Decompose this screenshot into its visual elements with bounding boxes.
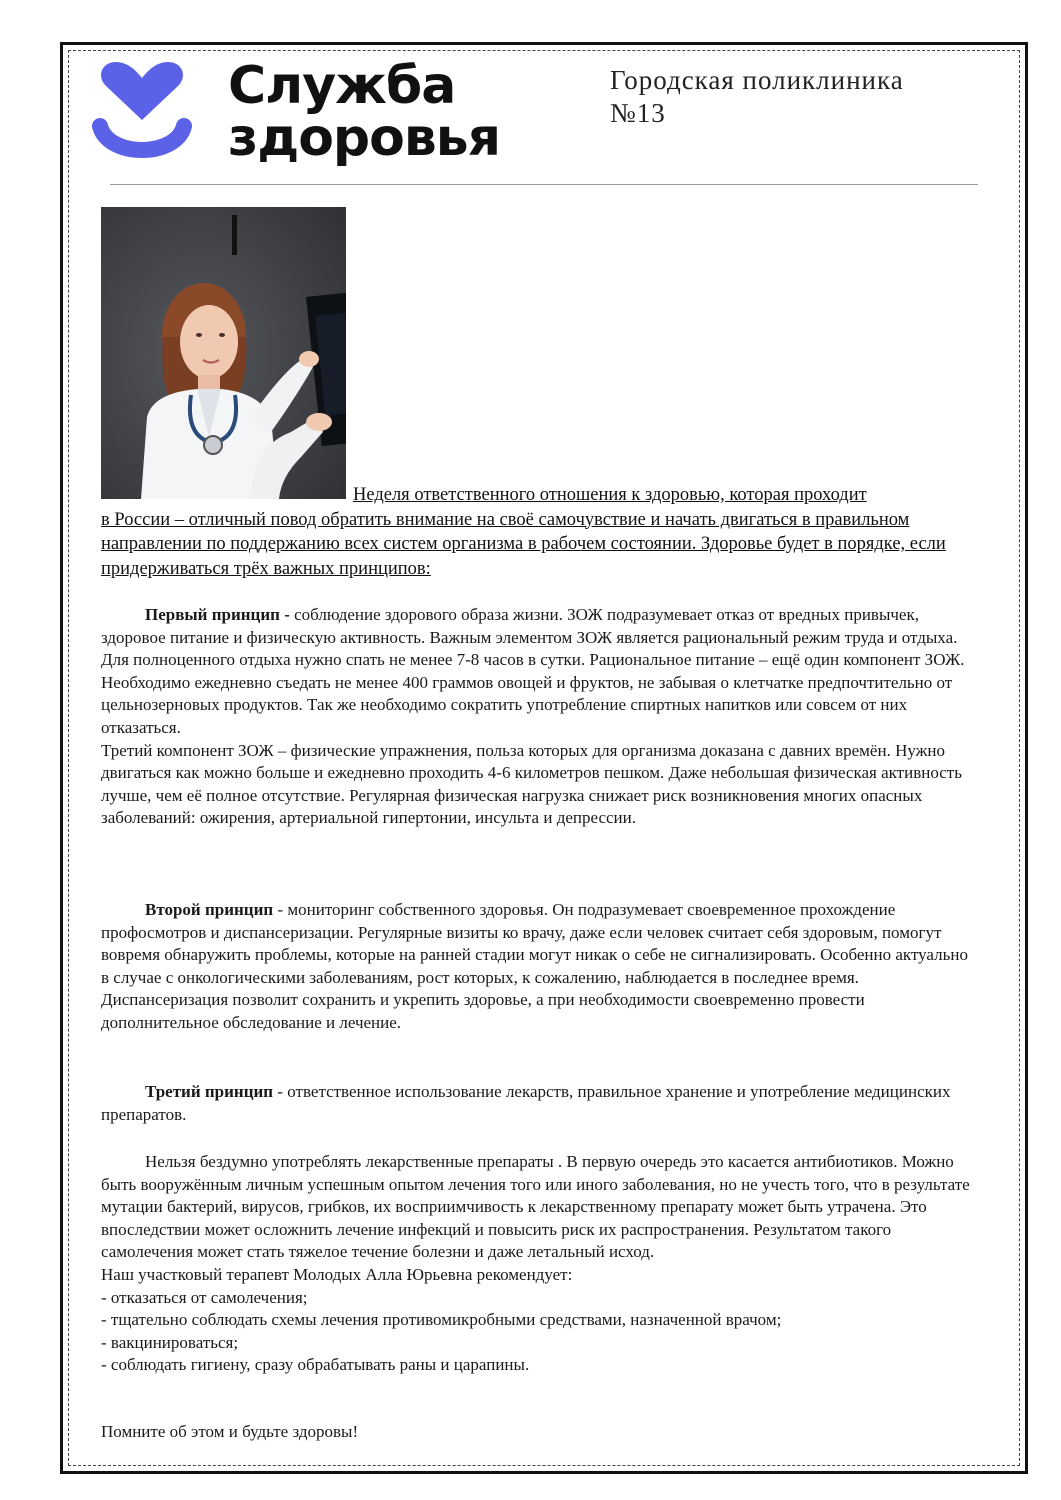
principle-3-section (101, 1081, 971, 1126)
list-item: - тщательно соблюдать схемы лечения противомикробными средствами, назначенной врачом; (101, 1310, 782, 1330)
brand-line-2: здоровья (228, 108, 501, 168)
principle-3-title: Третий принцип (145, 1082, 274, 1101)
principle-1-title: Первый принцип - (145, 605, 290, 624)
principle-3-paragraph (101, 1081, 971, 1126)
principle-2-paragraph (101, 899, 971, 1035)
intro-paragraph (101, 483, 971, 581)
intro-line-1: Неделя ответственного отношения к здоровью, которая проходит (353, 485, 867, 505)
principle-3-text: - ответственное использование лекарств, правильное хранение и употребление медицинских препаратов. (101, 1082, 951, 1124)
principle-2-text: - мониторинг собственного здоровья. Он подразумевает своевременное прохождение профосмотров и диспансеризации. Регулярные визиты ко врачу, даже если человек считает себя здоровым, помогут вовремя обнаружить проблемы, которые на ранней стадии могут никак о себе не сигнализировать. Особенно актуально в случае с онкологическими заболеваниям, рост которых, к сожалению, наблюдается в последнее время. Диспансеризация позволит сохранить и укрепить здоровье, а при необходимости своевременно провести дополнительное обследование и лечение. (101, 900, 968, 1032)
doctor-photo (101, 207, 346, 499)
clinic-name (610, 64, 904, 130)
closing-line: Помните об этом и будьте здоровы! (101, 1422, 359, 1441)
recommendations-list (101, 1287, 971, 1377)
principle-1-section (101, 604, 971, 830)
list-item: - соблюдать гигиену, сразу обрабатывать раны и царапины. (101, 1355, 530, 1375)
clinic-line-2: №13 (610, 98, 666, 128)
brand-line-1: Служба (228, 56, 456, 116)
principle-1-text: соблюдение здорового образа жизни. ЗОЖ подразумевает отказ от вредных привычек, здоровое питание и физическую активность. Важным элементом ЗОЖ является рациональный режим труда и отдыха. Для полноценного отдыха нужно спать не менее 7-8 часов в сутки. Рациональное питание – ещё один компонент ЗОЖ. Необходимо ежедневно съедать не менее 400 граммов овощей и фруктов, не забывая о клетчатке предпочтительно от цельнозерновых продуктов. Так же необходимо сократить употребление спиртных напитков или совсем от них отказаться. (101, 605, 965, 737)
doctor-photo-illustration (101, 207, 346, 499)
advice-paragraph: Нельзя бездумно употреблять лекарственные препараты . В первую очередь это касается антибиотиков. Можно быть вооружённым личным успешным опытом лечения того или иного заболевания, но не учесть того, что в результате мутации бактерий, вирусов, грибков, их восприимчивость к лекарственному препарату может быть утрачена. Это впоследствии может осложнить лечение инфекций и повысить риск их распространения. Результатом такого самолечения может стать тяжелое течение болезни и даже летальный исход. (101, 1152, 970, 1262)
advice-section (101, 1151, 971, 1377)
intro-rest: в России – отличный повод обратить внимание на своё самочувствие и начать двигаться в правильном направлении по поддержанию всех систем организма в рабочем состоянии. Здоровье будет в порядке, если придерживаться трёх важных принципов: (101, 509, 946, 579)
list-item: - вакцинироваться; (101, 1332, 239, 1352)
doctor-recommends: Наш участковый терапевт Молодых Алла Юрьевна рекомендует: (101, 1264, 573, 1284)
principle-2-section (101, 899, 971, 1035)
brand-name (228, 56, 501, 168)
header-divider (110, 184, 978, 185)
list-item: - отказаться от самолечения; (101, 1287, 308, 1307)
principle-2-title: Второй принцип (145, 900, 274, 919)
principle-1-paragraph (101, 604, 971, 740)
heart-smile-logo-icon (92, 62, 192, 172)
principle-1-paragraph-2: Третий компонент ЗОЖ – физические упражнения, польза которых для организма доказана с давних времён. Нужно двигаться как можно больше и ежедневно проходить 4-6 километров пешком. Даже небольшая физическая активность лучше, чем её полное отсутствие. Регулярная физическая нагрузка снижает риск возникновения многих опасных заболеваний: ожирения, артериальной гипертонии, инсульта и депрессии. (101, 740, 962, 828)
clinic-line-1: Городская поликлиника (610, 65, 904, 95)
